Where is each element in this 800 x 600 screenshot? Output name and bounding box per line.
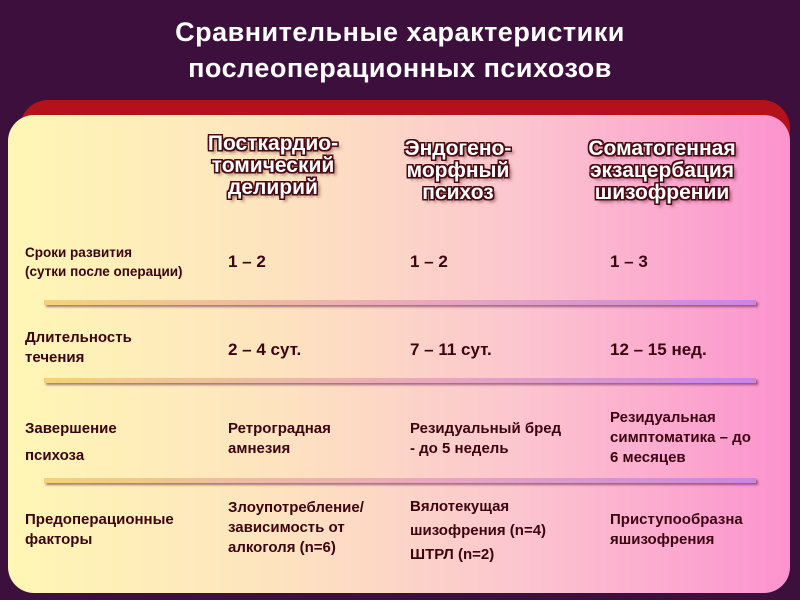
cell-duration-col1: 2 – 4 сут. (228, 340, 302, 359)
cell-preop-col2: Вялотекущая шизофрения (n=4) ШТРЛ (n=2) (410, 498, 547, 563)
cell-preop-col1: Злоупотребление/ зависимость от алкоголя (n=6) (228, 499, 364, 556)
cell-preop-col3: Приступообразна яшизофрения (610, 511, 743, 548)
cell-outcome-col1: Ретроградная амнезия (228, 420, 331, 457)
row-separator (44, 378, 756, 383)
row-label-onset: Сроки развития (сутки после операции) (25, 245, 183, 279)
cell-duration-col3: 12 – 15 нед. (610, 340, 707, 359)
row-label-duration: Длительность течения (25, 329, 132, 366)
title-line-1: Сравнительные характеристики (175, 17, 625, 47)
title-line-2: послеоперационных психозов (188, 53, 612, 83)
cell-onset-col1: 1 – 2 (228, 252, 266, 271)
cell-outcome-col3: Резидуальная симптоматика – до 6 месяцев (610, 409, 751, 466)
row-label-preop-factors: Предоперационные факторы (25, 511, 174, 548)
row-label-outcome: Завершение психоза (25, 420, 117, 464)
column-header-somatogenic-exacerbation: Соматогенная экзацербация шизофрении (588, 137, 736, 204)
slide-title (0, 14, 800, 86)
cell-outcome-col2: Резидуальный бред - до 5 недель (410, 420, 562, 457)
cell-onset-col3: 1 – 3 (610, 252, 648, 271)
column-header-endogenomorphic-psychosis: Эндогено- морфный психоз (404, 137, 512, 204)
column-header-postcardiotomy-delirium: Посткардио- томический делирий (207, 132, 339, 199)
row-separator (44, 478, 756, 483)
row-separator (44, 300, 756, 305)
cell-onset-col2: 1 – 2 (410, 252, 448, 271)
cell-duration-col2: 7 – 11 сут. (410, 340, 492, 359)
